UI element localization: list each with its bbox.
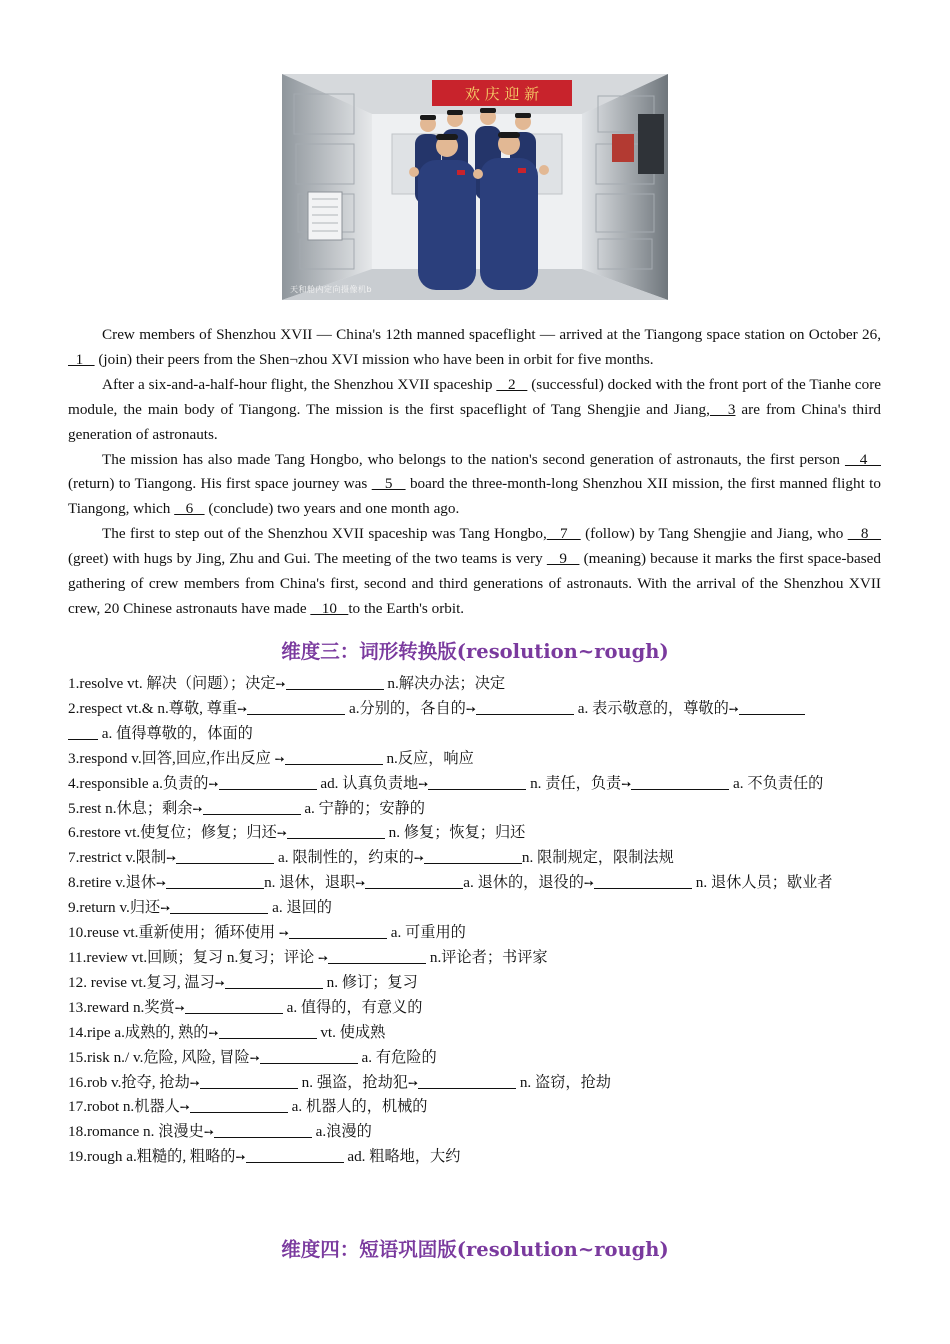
row-text: a.浪漫的: [311, 1123, 372, 1141]
arrow-icon: ➙: [418, 776, 429, 791]
p2-text-d: are from China's third generation of astronauts.: [68, 400, 882, 443]
answer-blank[interactable]: [365, 874, 463, 889]
answer-blank[interactable]: [428, 775, 526, 790]
answer-blank[interactable]: [225, 974, 323, 989]
answer-blank[interactable]: [185, 999, 283, 1014]
answer-blank[interactable]: [214, 1123, 312, 1138]
answer-blank[interactable]: [166, 874, 264, 889]
arrow-icon: ➙: [214, 975, 225, 990]
vocab-row-19: [68, 1145, 882, 1170]
row-text: 7.restrict v.限制: [68, 849, 167, 867]
arrow-icon: ➙: [189, 1075, 200, 1090]
answer-blank[interactable]: [739, 700, 805, 715]
astronauts-photo: [282, 74, 668, 300]
vocab-row-1: [68, 672, 882, 697]
answer-blank[interactable]: [631, 775, 729, 790]
row-text: 13.reward n.奖赏: [68, 998, 175, 1016]
arrow-icon: ➙: [156, 876, 167, 891]
vocab-row-18: [68, 1120, 882, 1145]
p3-text-c: (return) to Tiangong. His first space journey was: [68, 475, 372, 493]
row-text: a. 退休的，退役的: [463, 874, 584, 892]
answer-blank[interactable]: [476, 700, 574, 715]
vocab-row-14: [68, 1021, 882, 1046]
row-text: 19.rough a.粗糙的, 粗略的: [68, 1148, 236, 1166]
vocab-row-15: [68, 1046, 882, 1071]
arrow-icon: ➙: [728, 701, 739, 716]
row-text: 5.rest n.休息；剩余: [68, 799, 193, 817]
arrow-icon: ➙: [355, 876, 366, 891]
space-station-illustration: [282, 74, 668, 300]
row-text: 18.romance n. 浪漫史: [68, 1123, 204, 1141]
blank-7[interactable]: 7: [546, 525, 581, 543]
blank-8[interactable]: 8: [847, 525, 882, 543]
arrow-icon: ➙: [192, 801, 203, 816]
vocab-row-8: [68, 871, 882, 896]
blank-10[interactable]: 10: [310, 599, 349, 617]
row-text: n. 修订；复习: [322, 973, 418, 991]
blank-6[interactable]: 6: [174, 500, 205, 518]
arrow-icon: ➙: [278, 926, 289, 941]
row-text: 9.return v.归还: [68, 899, 161, 917]
paragraph-1: [68, 323, 881, 373]
row-text: n. 责任，负责: [526, 774, 622, 792]
row-text: 14.ripe a.成熟的, 熟的: [68, 1023, 209, 1041]
arrow-icon: ➙: [160, 901, 171, 916]
photo-watermark: 天和舱内定向摄像机b: [290, 285, 373, 294]
row-text: n.解决办法；决定: [383, 675, 506, 692]
vocab-row-5: [68, 797, 882, 822]
row-text: n. 修复；恢复；归还: [384, 824, 526, 842]
row-text: n.评论者；书评家: [426, 948, 548, 966]
row-text: 11.review vt.回顾；复习 n.复习；评论: [68, 948, 319, 966]
p4-text-e: (meaning) because it marks the first space-based gathering of crew members from China's first, second and third generations of astronauts. With the arrival of the Shenzhou XVII crew, 20 Chinese astronauts have made: [68, 550, 881, 617]
row-text: 8.retire v.退休: [68, 874, 157, 892]
row-text: a. 限制性的，约束的: [274, 849, 414, 867]
p2-text-c: (successful) docked with the front port of the Tianhe core module, the main body of Tiangong. The mission is the first spaceflight of Tang Shengjie and Jiang,: [68, 375, 881, 418]
row-text: a. 表示敬意的，尊敬的: [573, 699, 729, 717]
p2-text-a: After a six-and-a-half-hour flight, the Shenzhou XVII spaceship: [102, 375, 497, 393]
row-text: 1.resolve vt. 解决（问题）；决定: [68, 675, 276, 692]
vocab-row-10: [68, 921, 882, 946]
vocab-row-3: [68, 747, 882, 772]
row-text: 17.robot n.机器人: [68, 1098, 180, 1116]
arrow-icon: ➙: [413, 851, 424, 866]
arrow-icon: ➙: [208, 776, 219, 791]
answer-blank[interactable]: [246, 1148, 344, 1163]
answer-blank[interactable]: [289, 924, 387, 939]
answer-blank[interactable]: [219, 775, 317, 790]
vocab-row-17: [68, 1095, 882, 1120]
row-text: n. 限制规定，限制法规: [521, 849, 674, 867]
word-form-list: [68, 672, 882, 1170]
answer-blank[interactable]: [247, 700, 345, 715]
arrow-icon: ➙: [318, 950, 329, 965]
answer-blank[interactable]: [190, 1098, 288, 1113]
row-text: 6.restore vt.使复位；修复；归还: [68, 824, 277, 842]
answer-blank[interactable]: [285, 750, 383, 765]
reading-passage: [68, 323, 881, 622]
arrow-icon: ➙: [208, 1025, 219, 1040]
row-text: 15.risk n./ v.危险, 风险, 冒险: [68, 1048, 250, 1066]
paragraph-3: [68, 448, 881, 523]
p4-text-a: The first to step out of the Shenzhou XVII spaceship was Tang Hongbo,: [102, 525, 547, 543]
row-text: n. 退休，退职: [264, 874, 356, 892]
arrow-icon: ➙: [235, 1150, 246, 1165]
blank-2[interactable]: 2: [496, 375, 528, 393]
vocab-row-13: [68, 996, 882, 1021]
row-text: a. 值得尊敬的，体面的: [98, 724, 253, 742]
answer-blank[interactable]: [203, 800, 301, 815]
vocab-row-11: [68, 946, 882, 971]
row-text: a. 可重用的: [386, 924, 466, 942]
arrow-icon: ➙: [203, 1125, 214, 1140]
row-text: a. 退回的: [268, 899, 332, 917]
vocab-row-6: [68, 821, 882, 846]
arrow-icon: ➙: [407, 1075, 419, 1090]
arrow-icon: ➙: [249, 1050, 260, 1065]
row-text: 2.respect vt.& n.尊敬, 尊重: [68, 699, 238, 717]
answer-blank[interactable]: [287, 824, 385, 839]
paragraph-4: [68, 522, 881, 622]
p4-text-d: (greet) with hugs by Jing, Zhu and Gui. The meeting of the two teams is very: [68, 550, 547, 568]
row-text: 12. revise vt.复习, 温习: [68, 973, 215, 991]
answer-blank[interactable]: [424, 849, 522, 864]
arrow-icon: ➙: [275, 677, 286, 691]
answer-blank[interactable]: [286, 675, 384, 690]
vocab-row-12: [68, 971, 882, 996]
row-text: 3.respond v.回答,回应,作出反应: [68, 749, 275, 767]
row-text: 16.rob v.抢夺, 抢劫: [68, 1073, 190, 1091]
p3-text-d: board the three-month-long Shenzhou XII mission, the first manned flight to Tiangong, which: [68, 475, 881, 518]
row-text: vt. 使成熟: [316, 1023, 386, 1041]
section-4-title: 维度四：短语巩固版(resolution~rough): [281, 1238, 669, 1261]
answer-blank[interactable]: [594, 874, 692, 889]
row-text: n. 盗窃，抢劫: [516, 1073, 611, 1091]
section-3-title: 维度三：词形转换版(resolution~rough): [281, 640, 669, 663]
vocab-row-16: [68, 1071, 882, 1096]
answer-blank[interactable]: [328, 949, 426, 964]
arrow-icon: ➙: [465, 701, 476, 716]
answer-blank[interactable]: [200, 1074, 298, 1089]
arrow-icon: ➙: [166, 851, 177, 866]
p4-text-f: to the Earth's orbit.: [348, 599, 465, 617]
blank-1[interactable]: 1: [68, 350, 95, 368]
row-text: n. 退休人员；歇业者: [691, 874, 833, 892]
row-text: a. 不负责任的: [729, 774, 824, 792]
blank-3[interactable]: 3: [709, 400, 736, 418]
vocab-row-2: [68, 697, 882, 747]
vocab-row-7: [68, 846, 882, 871]
banner-text: 欢 庆 迎 新: [464, 85, 540, 103]
answer-blank[interactable]: [260, 1049, 358, 1064]
answer-blank[interactable]: [176, 849, 274, 864]
p3-text-e: (conclude) two years and one month ago.: [204, 500, 460, 518]
row-text: a. 值得的，有意义的: [282, 998, 423, 1016]
answer-blank[interactable]: [68, 725, 98, 740]
vocab-row-9: [68, 896, 882, 921]
arrow-icon: ➙: [174, 1000, 185, 1015]
row-text: 4.responsible a.负责的: [68, 774, 209, 792]
row-text: a.分别的，各自的: [345, 699, 466, 717]
paragraph-2: [68, 373, 881, 448]
blank-9[interactable]: 9: [546, 550, 580, 568]
row-text: a. 有危险的: [357, 1048, 437, 1066]
row-text: a. 宁静的；安静的: [300, 799, 425, 817]
blank-5[interactable]: 5: [371, 475, 406, 493]
arrow-icon: ➙: [274, 751, 285, 766]
blank-4[interactable]: 4: [844, 450, 881, 468]
p3-text-a: The mission has also made Tang Hongbo, who belongs to the nation's second generation of astronauts, the first person: [102, 450, 845, 468]
arrow-icon: ➙: [621, 776, 632, 791]
arrow-icon: ➙: [179, 1100, 190, 1115]
row-text: n. 强盗，抢劫犯: [297, 1073, 408, 1091]
p1-text-a: Crew members of Shenzhou XVII — China's 12th manned spaceflight — arrived at the Tiangong space station on October 26,: [102, 326, 881, 343]
row-text: ad. 粗略地，大约: [343, 1148, 461, 1166]
p1-text-c: (join) their peers from the Shen¬zhou XVI mission who have been in orbit for five months.: [94, 350, 654, 368]
arrow-icon: ➙: [237, 701, 248, 716]
arrow-icon: ➙: [583, 876, 594, 891]
row-text: n.反应，响应: [382, 749, 474, 767]
answer-blank[interactable]: [170, 899, 268, 914]
answer-blank[interactable]: [219, 1024, 317, 1039]
row-text: 10.reuse vt.重新使用；循环使用: [68, 924, 279, 942]
arrow-icon: ➙: [276, 826, 287, 841]
p4-text-c: (follow) by Tang Shengjie and Jiang, who: [580, 525, 848, 543]
answer-blank[interactable]: [418, 1074, 516, 1089]
row-text: ad. 认真负责地: [316, 774, 419, 792]
vocab-row-4: [68, 772, 882, 797]
row-text: a. 机器人的，机械的: [287, 1098, 428, 1116]
